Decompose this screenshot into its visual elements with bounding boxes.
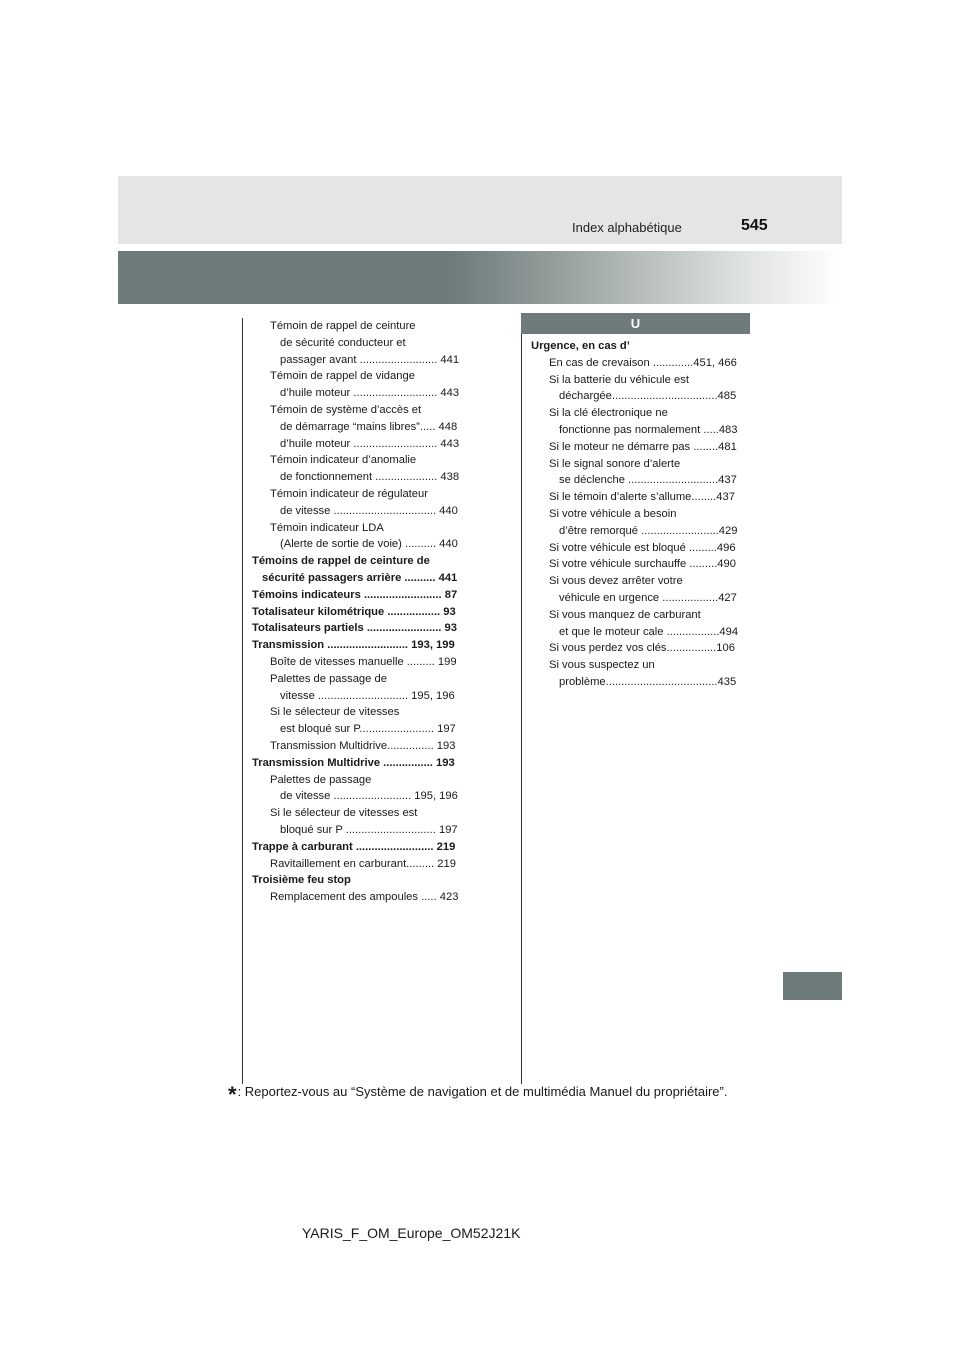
index-entry: de vitesse ......................... 195, 196 <box>280 790 458 803</box>
index-entry: Si vous manquez de carburant <box>549 608 701 621</box>
index-entry: Urgence, en cas d’ <box>531 340 630 352</box>
page-number: 545 <box>741 217 768 234</box>
index-entry: Si le moteur ne démarre pas ........481 <box>549 440 737 453</box>
column-divider-middle <box>521 334 522 1084</box>
footnote <box>228 1082 727 1108</box>
index-entry: Si le signal sonore d’alerte <box>549 457 681 470</box>
index-entry: fonctionne pas normalement .....483 <box>559 423 738 436</box>
index-entry: de démarrage “mains libres”..... 448 <box>280 420 458 433</box>
index-entry: (Alerte de sortie de voie) .......... 440 <box>280 538 458 551</box>
index-entry: d’huile moteur ........................... 443 <box>280 387 460 400</box>
index-entry: Boîte de vitesses manuelle ......... 199 <box>270 655 457 668</box>
index-entry: Si la batterie du véhicule est <box>549 373 689 386</box>
index-entry: Si vous devez arrêter votre <box>549 575 683 588</box>
index-entry: Remplacement des ampoules ..... 423 <box>270 891 459 904</box>
index-entry: Troisième feu stop <box>252 874 351 887</box>
index-entry: de fonctionnement .................... 438 <box>280 471 460 484</box>
index-entry: problème....................................435 <box>559 675 737 688</box>
index-entry: Témoins de rappel de ceinture de <box>252 555 430 568</box>
index-entry: Transmission .......................... 193, 199 <box>252 639 455 652</box>
index-entry: Témoin de rappel de vidange <box>270 370 415 383</box>
index-column-left <box>252 318 472 906</box>
index-entry: Trappe à carburant ......................... 219 <box>252 840 456 853</box>
index-entry: de vitesse ................................. 440 <box>280 504 458 517</box>
footnote-text: : Reportez-vous au “Système de navigation et de multimédia Manuel du propriétaire”. <box>237 1084 728 1099</box>
index-entry: vitesse ............................. 195, 196 <box>280 689 455 702</box>
index-entry: d’huile moteur ........................... 443 <box>280 437 460 450</box>
index-entry: Si vous suspectez un <box>549 659 655 672</box>
index-entry: se déclenche .............................437 <box>559 474 737 487</box>
footnote-marker: * <box>228 1082 237 1107</box>
index-entry: Totalisateurs partiels ........................ 93 <box>252 622 457 635</box>
index-entry: Témoin indicateur de régulateur <box>270 487 428 500</box>
index-entry: Si le témoin d’alerte s’allume........437 <box>549 491 735 504</box>
index-entry: est bloqué sur P........................ 197 <box>280 723 456 736</box>
index-entry: et que le moteur cale .................494 <box>559 625 739 638</box>
index-entry: Si la clé électronique ne <box>549 407 668 420</box>
index-entry: Si vous perdez vos clés................106 <box>549 642 735 655</box>
index-entry: Palettes de passage de <box>270 672 387 685</box>
header-bar <box>118 176 842 244</box>
index-entry: Témoin de système d’accès et <box>270 403 422 416</box>
index-entry: Si votre véhicule a besoin <box>549 507 677 520</box>
document-id: YARIS_F_OM_Europe_OM52J21K <box>302 1225 521 1241</box>
index-entry: Témoin indicateur LDA <box>270 521 384 534</box>
index-entry: Si le sélecteur de vitesses est <box>270 807 418 820</box>
index-entry: d’être remorqué .........................429 <box>559 524 738 537</box>
index-entry: passager avant ......................... 441 <box>280 353 460 366</box>
index-entry: Palettes de passage <box>270 773 372 786</box>
index-entry: véhicule en urgence ..................427 <box>559 591 737 604</box>
index-entry: Transmission Multidrive............... 193 <box>270 739 456 752</box>
index-column-right <box>531 338 751 691</box>
header-title: Index alphabétique <box>572 220 682 235</box>
index-entry: déchargée..................................485 <box>559 390 737 403</box>
index-entry: bloqué sur P ............................. 197 <box>280 823 458 836</box>
index-entry: Si votre véhicule surchauffe .........490 <box>549 558 736 571</box>
index-entry: Si votre véhicule est bloqué .........496 <box>549 541 736 554</box>
index-entry: Témoin de rappel de ceinture <box>270 320 416 332</box>
chapter-band <box>118 251 842 304</box>
chapter-tab <box>783 972 842 1000</box>
index-entry: Si le sélecteur de vitesses <box>270 706 400 719</box>
index-entry: Ravitaillement en carburant......... 219 <box>270 857 456 870</box>
index-entry: sécurité passagers arrière .......... 441 <box>262 571 458 584</box>
index-entry: Témoin indicateur d’anomalie <box>270 454 417 467</box>
index-entry: Totalisateur kilométrique ................. 93 <box>252 605 456 618</box>
index-entry: Transmission Multidrive ................ 193 <box>252 756 455 769</box>
column-divider-left <box>242 318 243 1084</box>
index-entry: En cas de crevaison .............451, 466 <box>549 356 737 369</box>
index-entry: de sécurité conducteur et <box>280 336 406 349</box>
index-entry: Témoins indicateurs ......................... 87 <box>252 588 458 601</box>
section-letter-header: U <box>521 313 750 334</box>
